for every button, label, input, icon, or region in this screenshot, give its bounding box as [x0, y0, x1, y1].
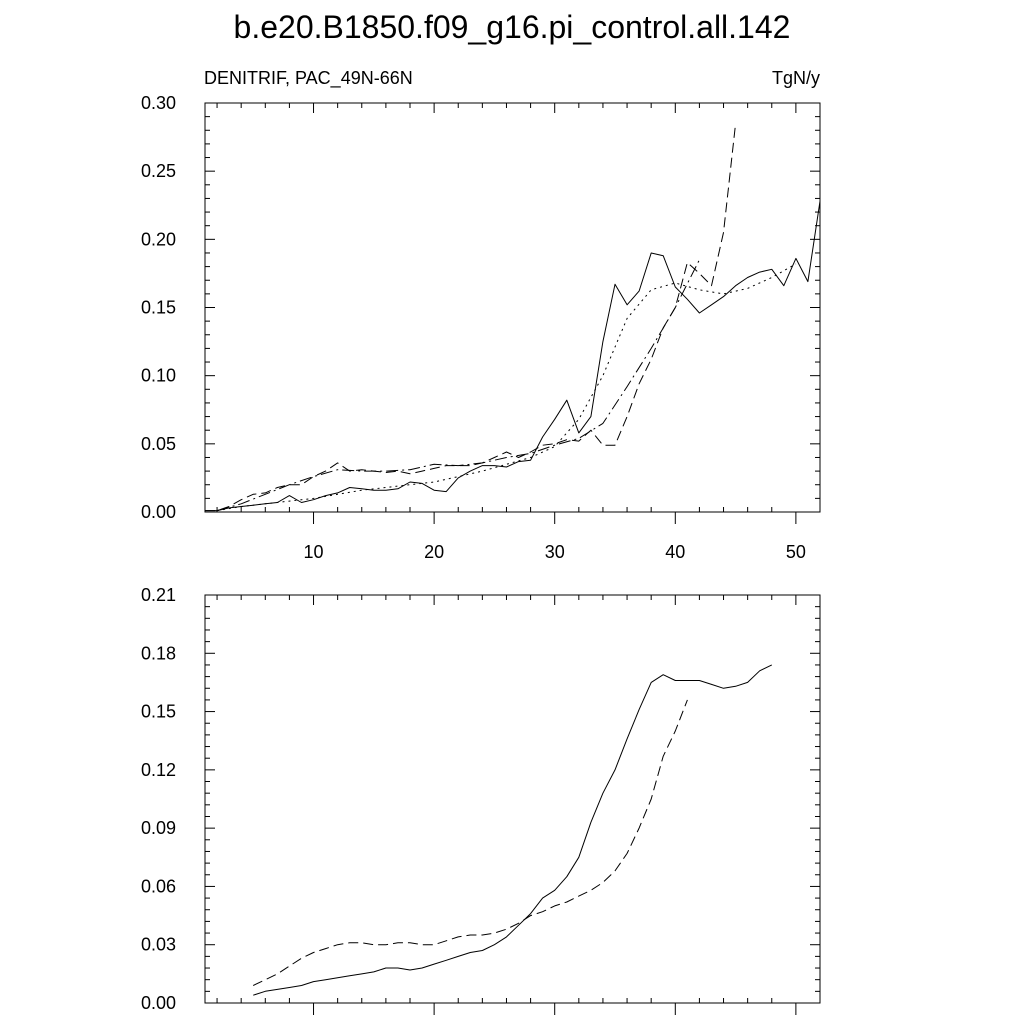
series-line-solid [253, 665, 772, 995]
panel-bottom [141, 585, 820, 1015]
y-tick-label: 0.12 [140, 759, 176, 780]
ticks-top [205, 103, 820, 524]
y-tick-label: 0.00 [140, 502, 176, 522]
x-tick-labels-top [304, 542, 806, 562]
chart-title: b.e20.B1850.f09_g16.pi_control.all.142 [233, 9, 791, 45]
panel-top [141, 68, 820, 562]
x-tick-label: 50 [785, 542, 806, 562]
y-tick-label: 0.06 [140, 876, 176, 897]
y-tick-label: 0.09 [140, 818, 176, 839]
y-tick-labels-top [141, 93, 176, 522]
y-tick-label: 0.05 [140, 433, 176, 454]
y-tick-label: 0.00 [140, 993, 176, 1013]
y-tick-label: 0.21 [140, 585, 176, 605]
x-tick-label: 30 [544, 542, 565, 562]
y-tick-label: 0.10 [140, 365, 176, 386]
series-lines-top [205, 124, 820, 511]
y-tick-labels-bottom [141, 585, 176, 1013]
y-tick-label: 0.18 [140, 643, 176, 664]
left-label: DENITRIF, PAC_49N-66N [204, 68, 413, 88]
x-tick-label: 10 [303, 542, 324, 562]
x-tick-label: 20 [424, 542, 445, 562]
y-tick-label: 0.03 [140, 934, 176, 955]
series-line-dash-dot [217, 260, 699, 511]
x-tick-label: 40 [665, 542, 686, 562]
series-line-solid [205, 201, 820, 510]
y-tick-label: 0.30 [140, 93, 176, 113]
series-line-dashed [253, 700, 687, 986]
plot-frame-bottom [205, 595, 820, 1003]
plot-frame-top [205, 103, 820, 512]
series-line-dotted [217, 264, 796, 511]
y-tick-label: 0.15 [140, 701, 176, 722]
series-line-dashed [205, 124, 736, 511]
y-tick-label: 0.25 [140, 161, 176, 182]
y-tick-label: 0.15 [140, 297, 176, 318]
ticks-bottom [205, 595, 820, 1015]
right-label: TgN/y [771, 68, 820, 88]
series-lines-bottom [253, 665, 772, 995]
y-tick-label: 0.20 [140, 229, 176, 250]
